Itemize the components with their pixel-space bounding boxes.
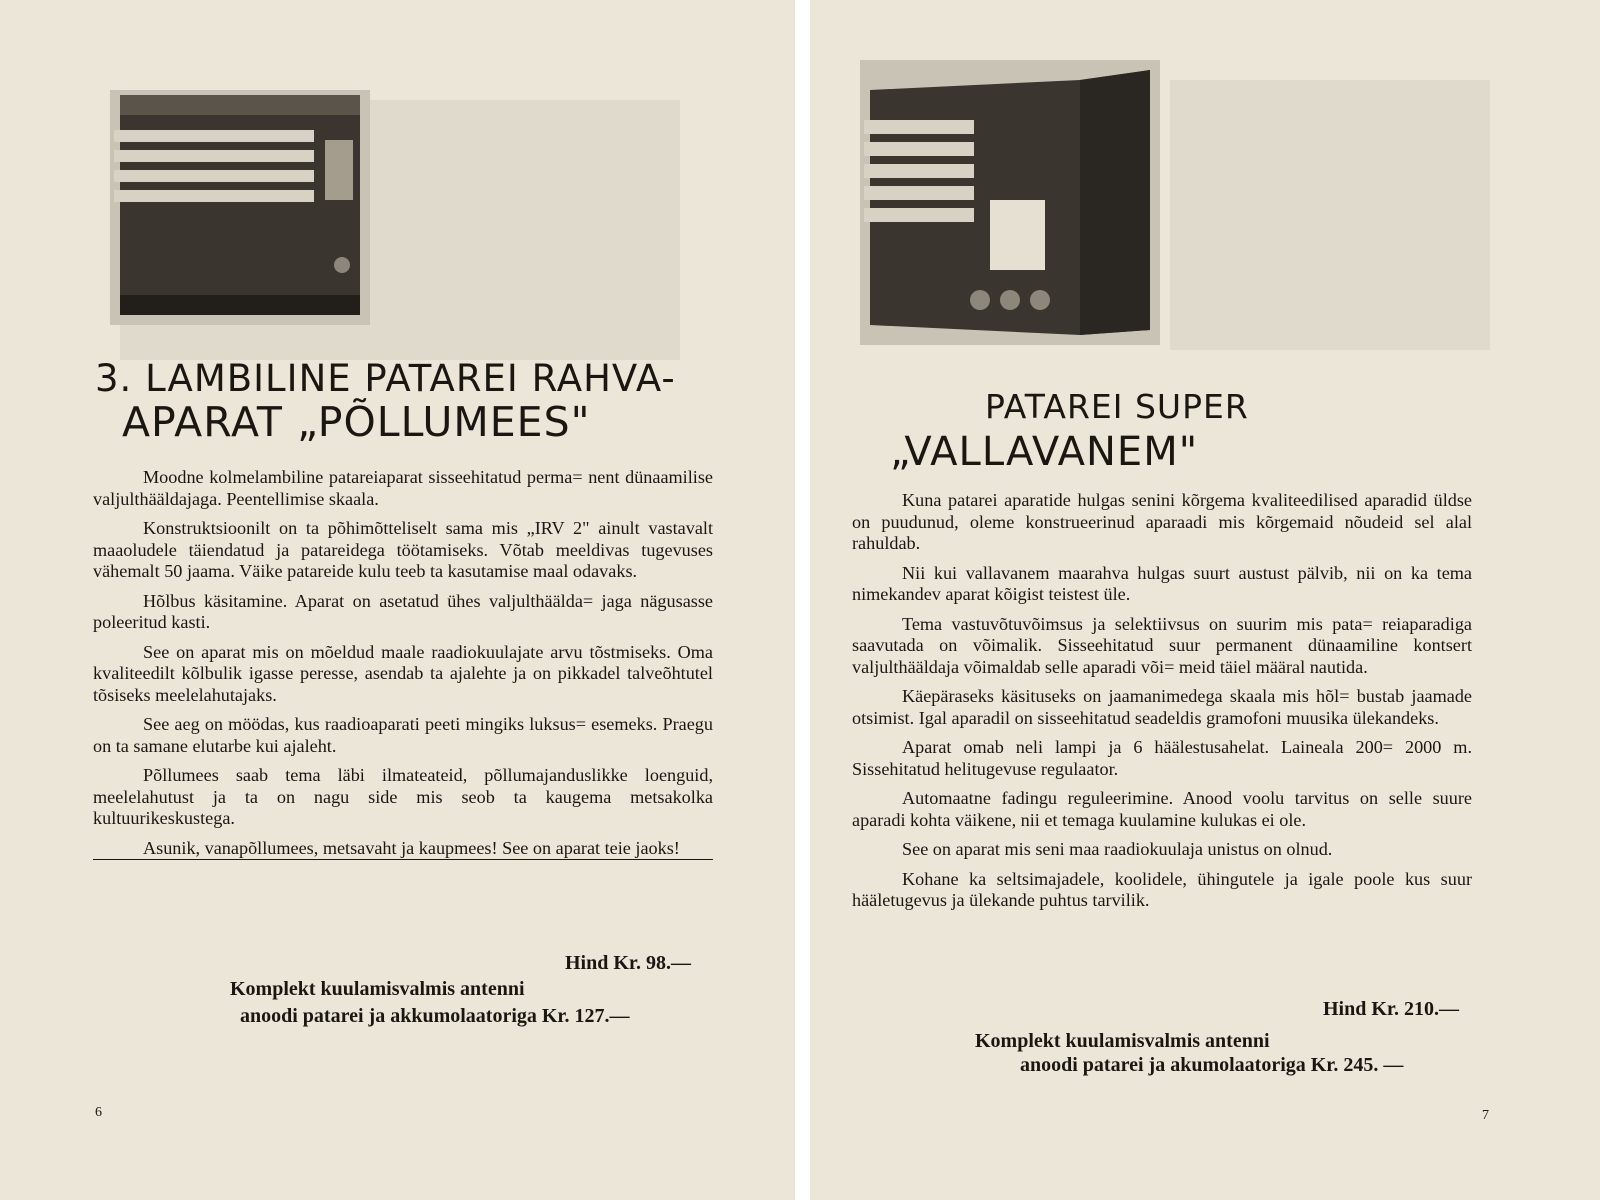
paragraph: Käepäraseks käsituseks on jaamanimedega skaala mis hõl= bustab jaamade otsimist. Igal aparadil on sisseehitatud seadeldis gramofoni muusika ülekandeks. xyxy=(852,686,1472,728)
question-paragraph: Asunik, vanapõllumees, metsavaht ja kaupmees! See on aparat teie jaoks! xyxy=(93,838,713,861)
page-number: 7 xyxy=(1482,1108,1489,1123)
radio-photo-vallavanem xyxy=(860,60,1160,345)
page-title-line2: APARAT „PÕLLUMEES" xyxy=(122,398,591,446)
page-title-line1: PATAREI SUPER xyxy=(985,387,1249,426)
paragraph: Konstruktsioonilt on ta põhimõtteliselt sama mis „IRV 2" ainult vastavalt maaoludele täiendatud ja patareidega töötamiseks. Võtab meeldivas tugevuses vähemalt 50 jaama. Väike patareide kulu teeb ta kasutamise maal odavaks. xyxy=(93,518,713,581)
radio-illustration xyxy=(110,90,370,325)
paragraph: Hõlbus käsitamine. Aparat on asetatud ühes valjulthäälda= jaga nägusasse poleeritud kasti. xyxy=(93,590,713,632)
body-text xyxy=(93,467,713,868)
paragraph: Automaatne fadingu reguleerimine. Anood voolu tarvitus on selle suure aparadi kohta väikene, nii et temaga kuulamine kulukas ei ole. xyxy=(852,788,1472,830)
paragraph: Kohane ka seltsimajadele, koolidele, ühingutele ja igale poole kus suur hääletugevus ja ülekande puhtus tarvilik. xyxy=(852,868,1472,910)
paragraph: Moodne kolmelambiline patareiaparat sisseehitatud perma= nent dünaamilise valjulthääldajaga. Peentellimise skaala. xyxy=(93,467,713,509)
kit-line-2: anoodi patarei ja akkumolaatoriga Kr. 127.— xyxy=(240,1005,630,1027)
paragraph: See on aparat mis on mõeldud maale raadiokuulajate arvu tõstmiseks. Oma kvaliteedilt kõlbulik igasse peresse, asendab ta ajalehte ja on pikkadel talveõhtutel tõsiseks meelelahutajaks. xyxy=(93,641,713,705)
left-page xyxy=(0,0,795,1200)
kit-line-1: Komplekt kuulamisvalmis antenni xyxy=(230,978,525,1000)
page-title-line1: 3. LAMBILINE PATAREI RAHVA- xyxy=(95,357,676,400)
page-number: 6 xyxy=(95,1105,102,1120)
kit-line-2: anoodi patarei ja akumolaatoriga Kr. 245. — xyxy=(1020,1054,1404,1076)
paragraph: See aeg on möödas, kus raadioaparati peeti mingiks luksus= esemeks. Praegu on ta samane elutarbe kui ajaleht. xyxy=(93,714,713,756)
price: Hind Kr. 98.— xyxy=(565,952,691,974)
price: Hind Kr. 210.— xyxy=(1323,998,1459,1020)
paragraph: Põllumees saab tema läbi ilmateateid, põllumajanduslikke loenguid, meelelahutust ja ta on nagu side mis seob ta kaugema metsakolka kultuurikeskustega. xyxy=(93,765,713,828)
page-title-line2: „VALLAVANEM" xyxy=(890,429,1199,475)
right-page xyxy=(810,0,1600,1200)
paragraph: See on aparat mis seni maa raadiokuulaja unistus on olnud. xyxy=(902,839,1333,859)
radio-photo-pollumees xyxy=(110,90,370,325)
radio-illustration xyxy=(860,60,1160,345)
paragraph: Kuna patarei aparatide hulgas senini kõrgema kvaliteedilised aparadid üldse on puudunud, oleme konstrueerinud aparaadi mis kõrgemaid nõudeid sel alal rahuldab. xyxy=(852,490,1472,553)
kit-line-1: Komplekt kuulamisvalmis antenni xyxy=(975,1030,1270,1052)
bleed-through-shadow xyxy=(1170,80,1490,350)
body-text xyxy=(852,490,1472,920)
paragraph: Aparat omab neli lampi ja 6 häälestusahelat. Laineala 200= 2000 m. Sissehitatud helitugevuse regulaator. xyxy=(852,737,1472,779)
paragraph: Tema vastuvõtuvõimsus ja selektiivsus on suurim mis pata= reiaparadiga saavutada on võimalik. Sisseehitatud suur permanent dünaamiline kontsert valjulthääldaja võimaldab selle aparadi või= meid täiel määral nautida. xyxy=(852,613,1472,677)
paragraph: Nii kui vallavanem maarahva hulgas suurt austust pälvib, nii on ka tema nimekandev aparat kõigist teistest üle. xyxy=(852,562,1472,604)
